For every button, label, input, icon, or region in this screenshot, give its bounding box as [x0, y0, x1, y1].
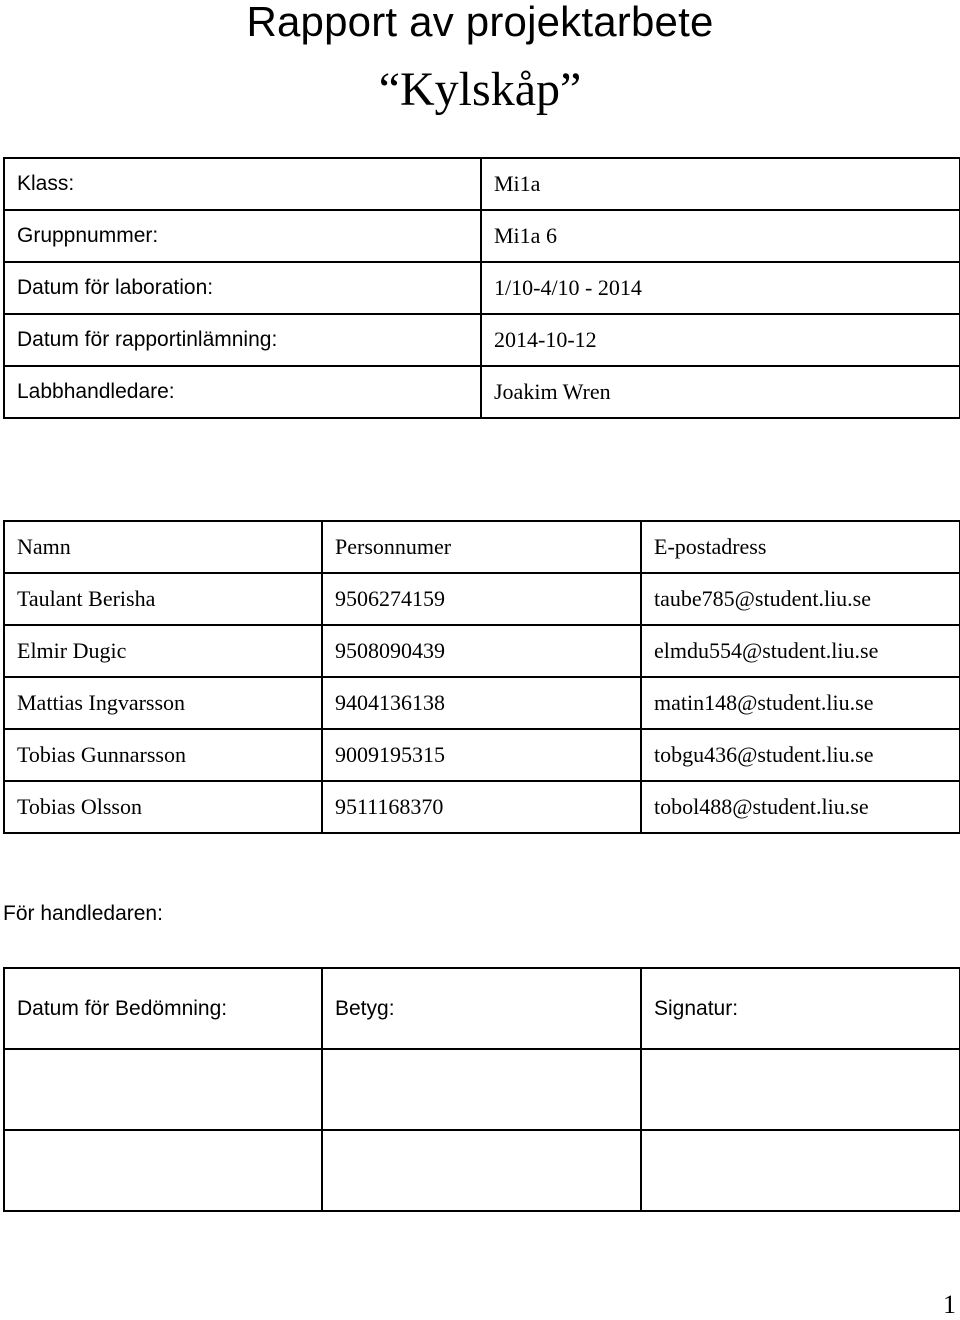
- info-row: [4, 210, 960, 262]
- report-title: Rapport av projektarbete: [246, 0, 714, 45]
- grading-signature-cell[interactable]: [641, 1049, 960, 1130]
- member-personal-number: 9009195315: [322, 729, 641, 781]
- grading-date-cell[interactable]: [4, 1049, 322, 1130]
- report-subtitle: “Kylskåp”: [378, 63, 582, 116]
- members-header-row: [4, 521, 960, 573]
- member-personal-number: 9506274159: [322, 573, 641, 625]
- grading-grade-cell[interactable]: [322, 1049, 641, 1130]
- grading-date-cell[interactable]: [4, 1130, 322, 1211]
- info-row: [4, 314, 960, 366]
- member-row: [4, 625, 960, 677]
- member-name: Mattias Ingvarsson: [4, 677, 322, 729]
- personal-number-column-header: Personnumer: [322, 521, 641, 573]
- page-number: 1: [943, 1290, 956, 1319]
- member-row: [4, 781, 960, 833]
- info-value: Joakim Wren: [481, 366, 960, 418]
- supervisor-section-label: För handledaren:: [3, 902, 163, 925]
- info-value: Mi1a: [481, 158, 960, 210]
- member-row: [4, 573, 960, 625]
- member-name: Tobias Gunnarsson: [4, 729, 322, 781]
- info-label: Klass:: [4, 158, 481, 210]
- grading-header-row: [4, 968, 960, 1049]
- member-email: tobol488@student.liu.se: [641, 781, 960, 833]
- grading-empty-row: [4, 1049, 960, 1130]
- grading-signature-cell[interactable]: [641, 1130, 960, 1211]
- member-name: Elmir Dugic: [4, 625, 322, 677]
- info-label: Gruppnummer:: [4, 210, 481, 262]
- member-name: Taulant Berisha: [4, 573, 322, 625]
- grading-date-header: Datum för Bedömning:: [4, 968, 322, 1049]
- grading-grade-header: Betyg:: [322, 968, 641, 1049]
- info-row: [4, 158, 960, 210]
- member-email: taube785@student.liu.se: [641, 573, 960, 625]
- member-email: elmdu554@student.liu.se: [641, 625, 960, 677]
- member-name: Tobias Olsson: [4, 781, 322, 833]
- grading-empty-row: [4, 1130, 960, 1211]
- info-value: 1/10-4/10 - 2014: [481, 262, 960, 314]
- member-personal-number: 9404136138: [322, 677, 641, 729]
- info-label: Labbhandledare:: [4, 366, 481, 418]
- info-value: Mi1a 6: [481, 210, 960, 262]
- member-row: [4, 677, 960, 729]
- info-label: Datum för rapportinlämning:: [4, 314, 481, 366]
- member-personal-number: 9508090439: [322, 625, 641, 677]
- info-label: Datum för laboration:: [4, 262, 481, 314]
- info-table: [3, 157, 960, 419]
- grading-grade-cell[interactable]: [322, 1130, 641, 1211]
- member-personal-number: 9511168370: [322, 781, 641, 833]
- info-value: 2014-10-12: [481, 314, 960, 366]
- grading-signature-header: Signatur:: [641, 968, 960, 1049]
- member-email: tobgu436@student.liu.se: [641, 729, 960, 781]
- info-row: [4, 366, 960, 418]
- info-row: [4, 262, 960, 314]
- email-column-header: E-postadress: [641, 521, 960, 573]
- members-table: [3, 520, 960, 834]
- grading-table: [3, 967, 960, 1212]
- member-row: [4, 729, 960, 781]
- name-column-header: Namn: [4, 521, 322, 573]
- member-email: matin148@student.liu.se: [641, 677, 960, 729]
